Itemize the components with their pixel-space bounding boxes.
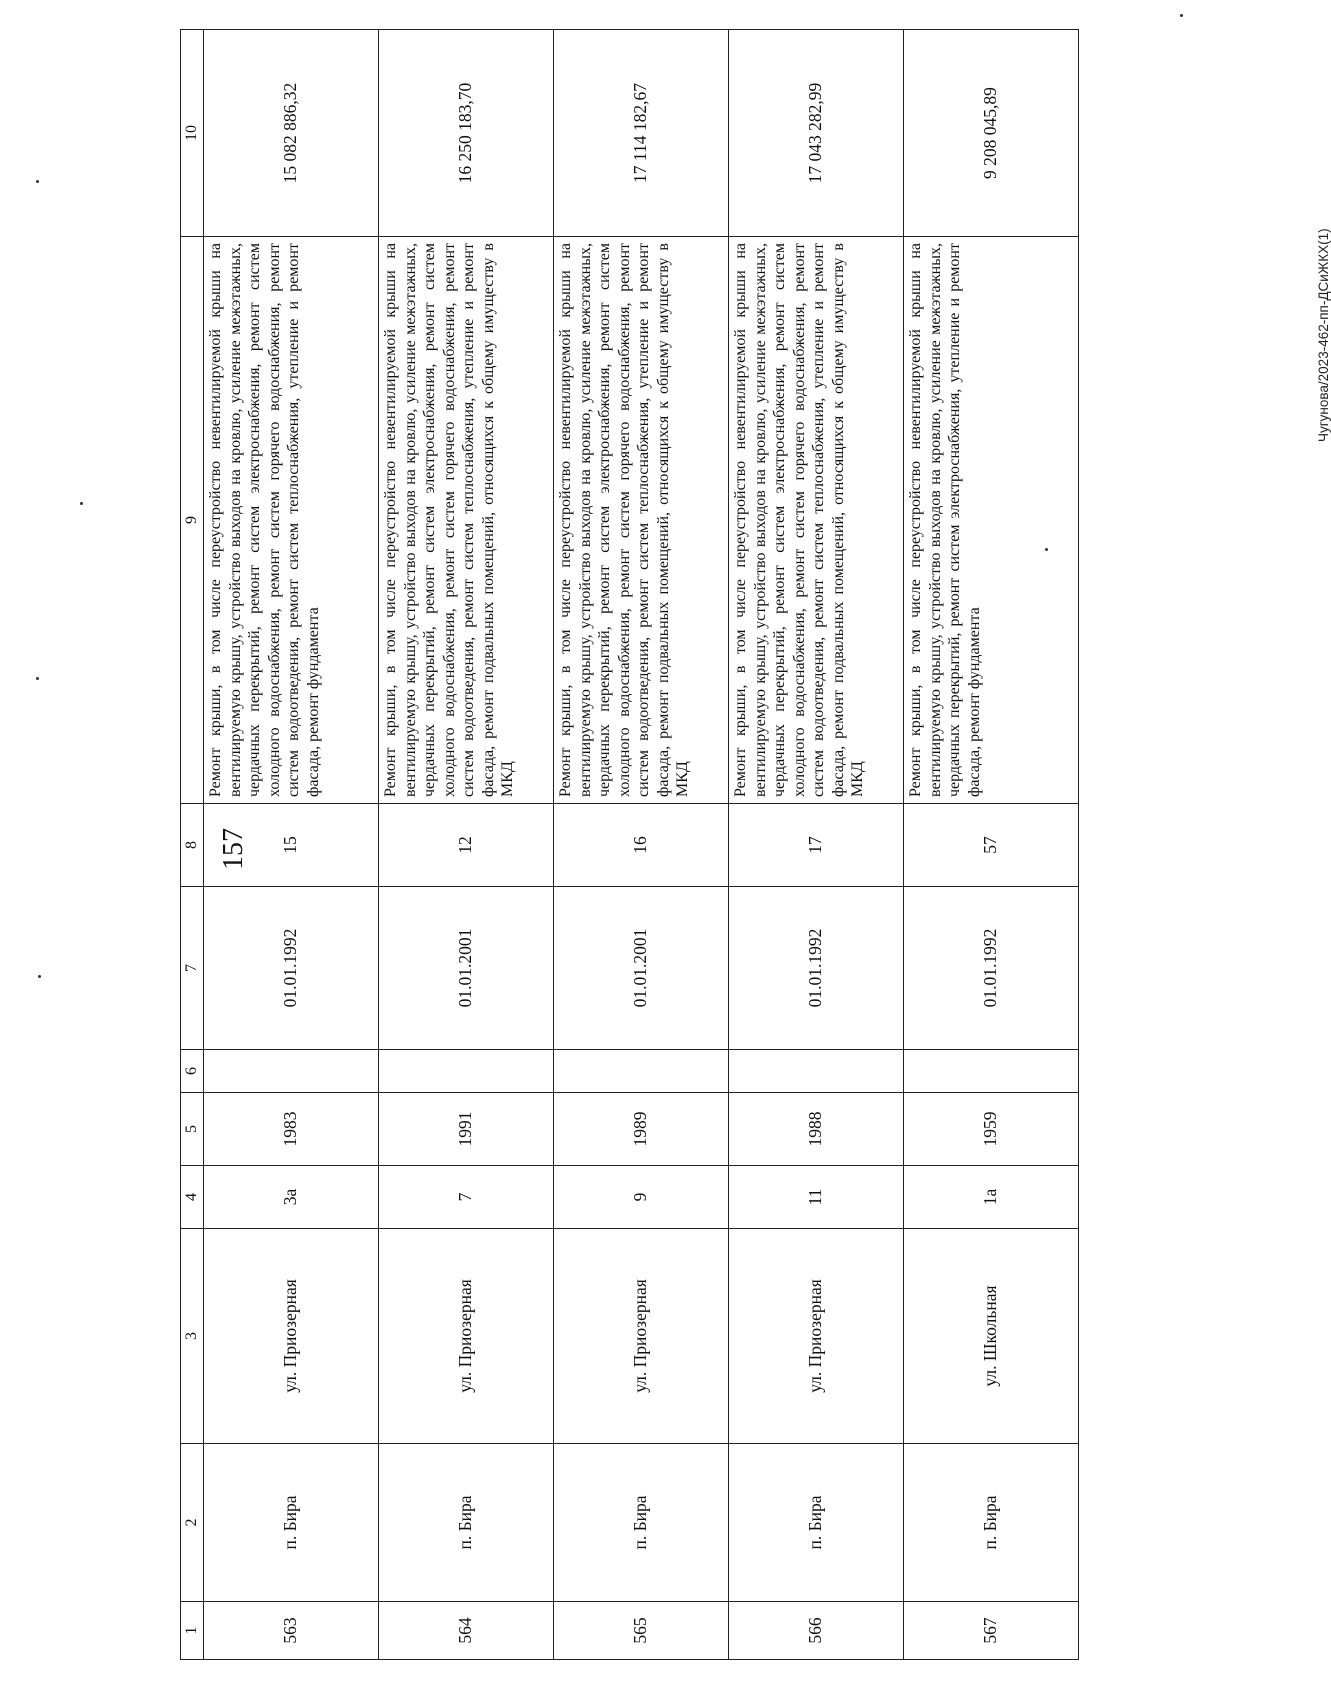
column-number: 9: [181, 237, 204, 804]
house-number-cell: 7: [379, 1166, 554, 1229]
settlement-cell: п. Бира: [729, 1444, 904, 1602]
works-description-cell: Ремонт крыши, в том числе переустройство невентилируемой крыши на вентилируемую крышу, устройство выходов на кровлю, усиление межэтажных, чердачных перекрытий, ремонт систем электроснабжения, ремонт систем холодного водоснабжения, ремонт систем горячего водоснабжения, ремонт систем водоотведения, ремонт систем теплоснабжения, утепление и ремонт фасада, ремонт фундамента: [204, 237, 379, 804]
column-8-cell: 57: [904, 804, 1079, 887]
row-number-cell: 563: [204, 1602, 379, 1660]
build-year-cell: 1983: [204, 1093, 379, 1166]
scan-speck: [36, 677, 39, 680]
cost-cell: 15 082 886,32: [204, 30, 379, 237]
scan-speck: [1180, 14, 1183, 17]
street-cell: ул. Приозерная: [204, 1229, 379, 1444]
table-row: [204, 30, 379, 1660]
column-number: 10: [181, 30, 204, 237]
column-8-cell: 15: [204, 804, 379, 887]
date-cell: 01.01.1992: [904, 887, 1079, 1050]
column-8-cell: 12: [379, 804, 554, 887]
document-reference: Чугунова/2023-462-пп-ДСиЖКХ(1): [1316, 228, 1331, 442]
column-6-cell: [904, 1050, 1079, 1093]
settlement-cell: п. Бира: [379, 1444, 554, 1602]
scan-speck: [38, 975, 41, 978]
build-year-cell: 1988: [729, 1093, 904, 1166]
street-cell: ул. Приозерная: [554, 1229, 729, 1444]
column-6-cell: [204, 1050, 379, 1093]
works-description-cell: Ремонт крыши, в том числе переустройство невентилируемой крыши на вентилируемую крышу, устройство выходов на кровлю, усиление межэтажных, чердачных перекрытий, ремонт систем электроснабжения, ремонт систем холодного водоснабжения, ремонт систем горячего водоснабжения, ремонт систем водоотведения, ремонт систем теплоснабжения, утепление и ремонт фасада, ремонт подвальных помещений, относящихся к общему имуществу в МКД: [554, 237, 729, 804]
capital-repair-table: [180, 29, 1079, 1660]
rotated-page: [180, 10, 1331, 1690]
settlement-cell: п. Бира: [554, 1444, 729, 1602]
street-cell: ул. Школьная: [904, 1229, 1079, 1444]
house-number-cell: 11: [729, 1166, 904, 1229]
house-number-cell: 9: [554, 1166, 729, 1229]
row-number-cell: 564: [379, 1602, 554, 1660]
row-number-cell: 565: [554, 1602, 729, 1660]
column-number: 6: [181, 1050, 204, 1093]
house-number-cell: 1а: [904, 1166, 1079, 1229]
column-number: 1: [181, 1602, 204, 1660]
row-number-cell: 567: [904, 1602, 1079, 1660]
date-cell: 01.01.2001: [554, 887, 729, 1050]
column-8-cell: 17: [729, 804, 904, 887]
scan-speck: [36, 180, 39, 183]
column-number-row: [181, 30, 204, 1660]
column-number: 8: [181, 804, 204, 887]
settlement-cell: п. Бира: [204, 1444, 379, 1602]
page-number: 157: [218, 828, 249, 870]
column-number: 2: [181, 1444, 204, 1602]
table-row: [729, 30, 904, 1660]
cost-cell: 16 250 183,70: [379, 30, 554, 237]
cost-cell: 17 043 282,99: [729, 30, 904, 237]
works-description-cell: Ремонт крыши, в том числе переустройство невентилируемой крыши на вентилируемую крышу, устройство выходов на кровлю, усиление межэтажных, чердачных перекрытий, ремонт систем электроснабжения, утепление и ремонт фасада, ремонт фундамента: [904, 237, 1079, 804]
works-description-cell: Ремонт крыши, в том числе переустройство невентилируемой крыши на вентилируемую крышу, устройство выходов на кровлю, усиление межэтажных, чердачных перекрытий, ремонт систем электроснабжения, ремонт систем холодного водоснабжения, ремонт систем горячего водоснабжения, ремонт систем водоотведения, ремонт систем теплоснабжения, утепление и ремонт фасада, ремонт подвальных помещений, относящихся к общему имуществу в МКД: [379, 237, 554, 804]
settlement-cell: п. Бира: [904, 1444, 1079, 1602]
house-number-cell: 3а: [204, 1166, 379, 1229]
street-cell: ул. Приозерная: [379, 1229, 554, 1444]
cost-cell: 9 208 045,89: [904, 30, 1079, 237]
build-year-cell: 1991: [379, 1093, 554, 1166]
date-cell: 01.01.1992: [729, 887, 904, 1050]
date-cell: 01.01.2001: [379, 887, 554, 1050]
scan-speck: [80, 502, 83, 505]
table-row: [379, 30, 554, 1660]
cost-cell: 17 114 182,67: [554, 30, 729, 237]
build-year-cell: 1959: [904, 1093, 1079, 1166]
column-number: 4: [181, 1166, 204, 1229]
date-cell: 01.01.1992: [204, 887, 379, 1050]
column-8-cell: 16: [554, 804, 729, 887]
row-number-cell: 566: [729, 1602, 904, 1660]
table-row: [904, 30, 1079, 1660]
column-6-cell: [554, 1050, 729, 1093]
street-cell: ул. Приозерная: [729, 1229, 904, 1444]
works-description-cell: Ремонт крыши, в том числе переустройство невентилируемой крыши на вентилируемую крышу, устройство выходов на кровлю, усиление межэтажных, чердачных перекрытий, ремонт систем электроснабжения, ремонт систем холодного водоснабжения, ремонт систем горячего водоснабжения, ремонт систем водоотведения, ремонт систем теплоснабжения, утепление и ремонт фасада, ремонт подвальных помещений, относящихся к общему имуществу в МКД: [729, 237, 904, 804]
column-number: 5: [181, 1093, 204, 1166]
column-6-cell: [379, 1050, 554, 1093]
column-number: 3: [181, 1229, 204, 1444]
build-year-cell: 1989: [554, 1093, 729, 1166]
column-6-cell: [729, 1050, 904, 1093]
scan-speck: [1045, 548, 1048, 551]
column-number: 7: [181, 887, 204, 1050]
table-row: [554, 30, 729, 1660]
